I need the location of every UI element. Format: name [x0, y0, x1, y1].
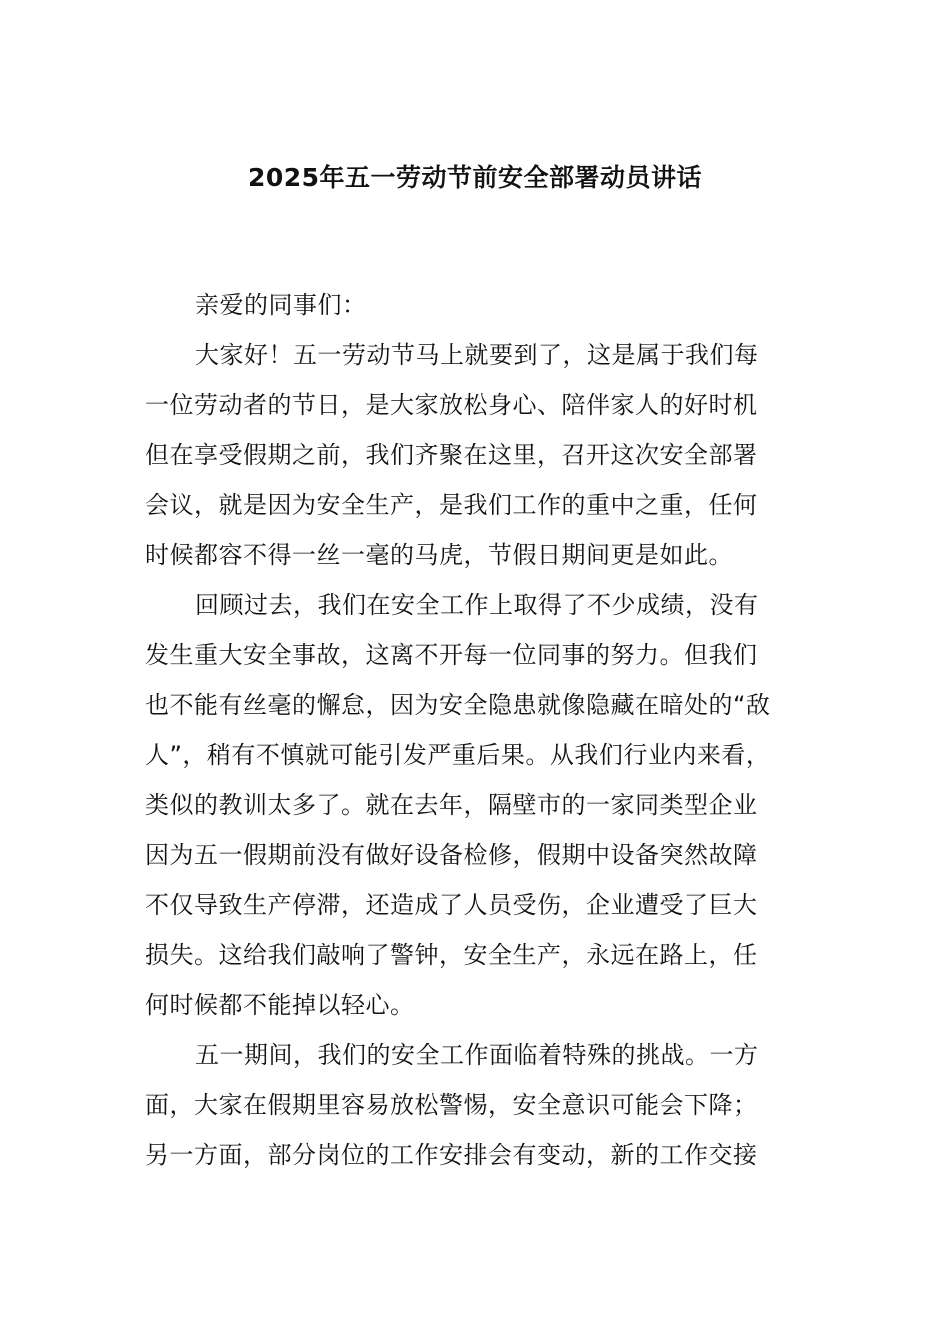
- text-line: 时候都容不得一丝一毫的马虎，节假日期间更是如此。: [145, 541, 733, 569]
- text-line: 另一方面，部分岗位的工作安排会有变动，新的工作交接: [145, 1141, 758, 1169]
- paragraph-2: [145, 580, 807, 1030]
- text-line: 发生重大安全事故，这离不开每一位同事的努力。但我们: [145, 641, 758, 669]
- text-line: 回顾过去，我们在安全工作上取得了不少成绩，没有: [195, 591, 759, 619]
- text-line: 类似的教训太多了。就在去年，隔壁市的一家同类型企业: [145, 791, 758, 819]
- salutation: 亲爱的同事们：: [195, 291, 367, 319]
- text-line: 损失。这给我们敲响了警钟，安全生产，永远在路上，任: [145, 941, 758, 969]
- text-line: 五一期间，我们的安全工作面临着特殊的挑战。一方: [195, 1041, 759, 1069]
- text-line: 会议，就是因为安全生产，是我们工作的重中之重，任何: [145, 491, 758, 519]
- text-line: 因为五一假期前没有做好设备检修，假期中设备突然故障: [145, 841, 758, 869]
- text-line: 但在享受假期之前，我们齐聚在这里，召开这次安全部署: [145, 441, 758, 469]
- text-line: 一位劳动者的节日，是大家放松身心、陪伴家人的好时机: [145, 391, 758, 419]
- page-title: 2025年五一劳动节前安全部署动员讲话: [247, 163, 703, 192]
- text-line: 面，大家在假期里容易放松警惕，安全意识可能会下降；: [145, 1091, 758, 1119]
- document-body: [145, 280, 807, 1180]
- paragraph-3: [145, 1030, 807, 1180]
- text-line: 何时候都不能掉以轻心。: [145, 991, 415, 1019]
- text-line: 不仅导致生产停滞，还造成了人员受伤，企业遭受了巨大: [145, 891, 758, 919]
- text-line: 大家好！五一劳动节马上就要到了，这是属于我们每: [195, 341, 759, 369]
- paragraph-1: [145, 330, 807, 580]
- text-line: 也不能有丝毫的懈怠，因为安全隐患就像隐藏在暗处的“敌: [145, 691, 771, 719]
- text-line: 人”，稍有不慎就可能引发严重后果。从我们行业内来看，: [145, 741, 771, 769]
